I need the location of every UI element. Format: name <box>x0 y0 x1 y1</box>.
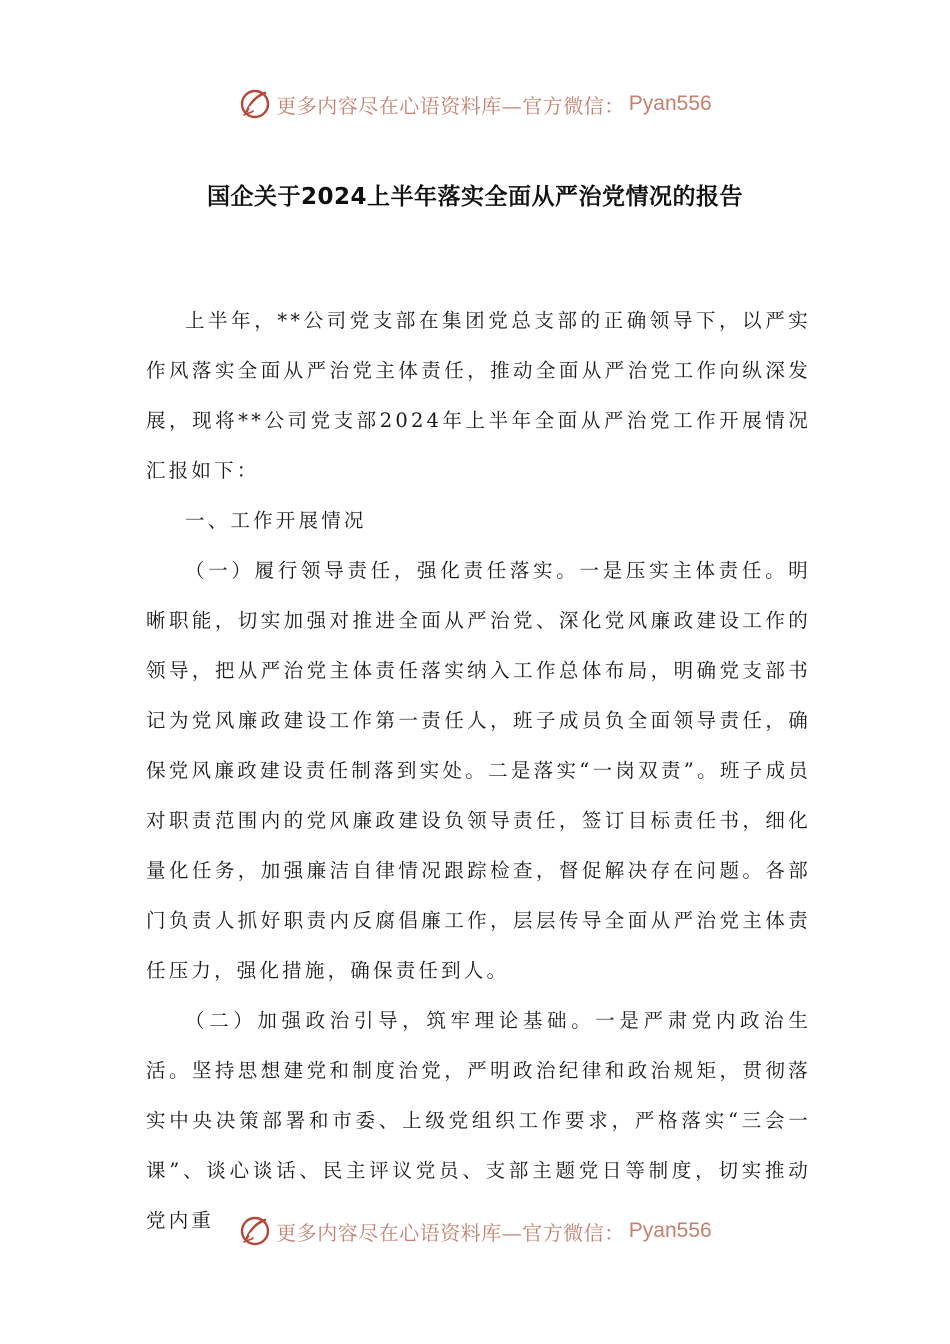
paragraph-leadership: （一）履行领导责任，强化责任落实。一是压实主体责任。明晰职能，切实加强对推进全面从严治党、深化党风廉政建设工作的领导，把从严治党主体责任落实纳入工作总体布局，明确党支部书记为党风廉政建设工作第一责任人，班子成员负全面领导责任，确保党风廉政建设责任制落到实处。二是落实“一岗双责”。班子成员对职责范围内的党风廉政建设负领导责任，签订目标责任书，细化量化任务，加强廉洁自律情况跟踪检查，督促解决存在问题。各部门负责人抓好职责内反腐倡廉工作，层层传导全面从严治党主体责任压力，强化措施，确保责任到人。 <box>146 559 811 982</box>
watermark-wechat-id: Pyan556 <box>628 92 712 115</box>
document-body <box>146 296 811 1246</box>
paragraph-political: （二）加强政治引导，筑牢理论基础。一是严肃党内政治生活。坚持思想建党和制度治党，严明政治纪律和政治规矩，贯彻落实中央决策部署和市委、上级党组织工作要求，严格落实“三会一课”、谈心谈话、民主评议党员、支部主题党日等制度，切实推动党内重 <box>146 1009 811 1232</box>
header-watermark <box>0 84 950 124</box>
document-title: 国企关于2024上半年落实全面从严治党情况的报告 <box>206 184 743 210</box>
watermark-text: 更多内容尽在心语资料库—官方微信： <box>276 1220 625 1245</box>
section-heading: 一、工作开展情况 <box>185 509 367 532</box>
watermark-wechat-id: Pyan556 <box>628 1219 712 1242</box>
footer-watermark <box>0 1211 950 1251</box>
watermark-text: 更多内容尽在心语资料库—官方微信： <box>276 93 625 118</box>
signature-pen-logo-icon <box>238 1214 272 1248</box>
signature-pen-logo-icon <box>238 87 272 121</box>
paragraph-intro: 上半年，**公司党支部在集团党总支部的正确领导下，以严实作风落实全面从严治党主体责任，推动全面从严治党工作向纵深发展，现将**公司党支部2024年上半年全面从严治党工作开展情况汇报如下： <box>146 309 811 482</box>
